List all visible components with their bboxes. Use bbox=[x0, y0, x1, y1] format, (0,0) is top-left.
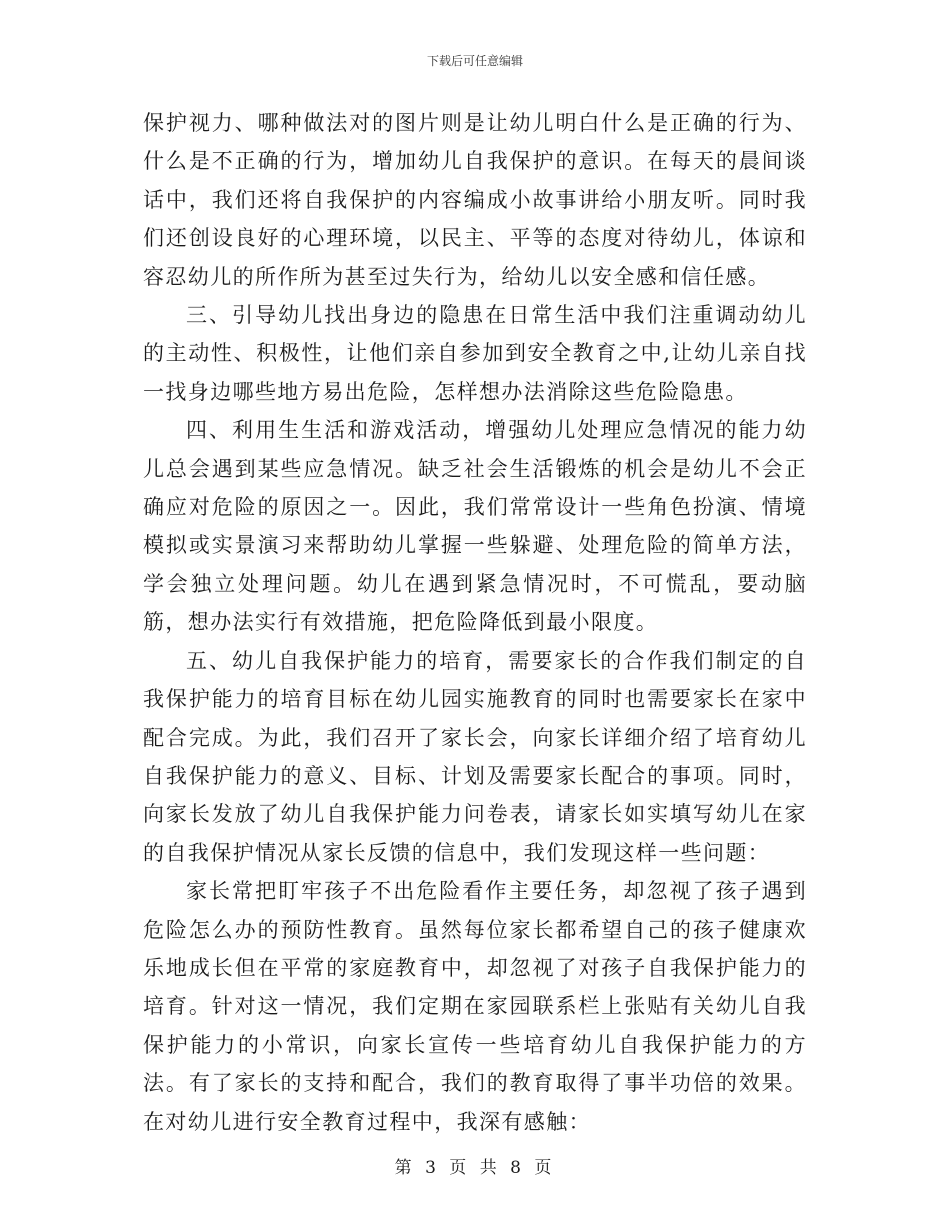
paragraph-2: 三、引导幼儿找出身边的隐患在日常生活中我们注重调动幼儿的主动性、积极性，让他们亲自参加到安全教育之中,让幼儿亲自找一找身边哪些地方易出危险，怎样想办法消除这些危险隐患。 bbox=[143, 303, 807, 404]
document-body bbox=[143, 104, 807, 1141]
paragraph-3: 四、利用生生活和游戏活动，增强幼儿处理应急情况的能力幼儿总会遇到某些应急情况。缺乏社会生活锻炼的机会是幼儿不会正确应对危险的原因之一。因此，我们常常设计一些角色扮演、情境模拟或实景演习来帮助幼儿掌握一些躲避、处理危险的简单方法，学会独立处理问题。幼儿在遇到紧急情况时，不可慌乱，要动脑筋，想办法实行有效措施，把危险降低到最小限度。 bbox=[143, 418, 807, 635]
page-footer: 第 3 页 共 8 页 bbox=[394, 1158, 556, 1178]
page-header: 下载后可任意编辑 bbox=[426, 54, 523, 68]
paragraph-1: 保护视力、哪种做法对的图片则是让幼儿明白什么是正确的行为、什么是不正确的行为，增加幼儿自我保护的意识。在每天的晨间谈话中，我们还将自我保护的内容编成小故事讲给小朋友听。同时我们还创设良好的心理环境，以民主、平等的态度对待幼儿，体谅和容忍幼儿的所作所为甚至过失行为，给幼儿以安全感和信任感。 bbox=[143, 111, 807, 289]
paragraph-4: 五、幼儿自我保护能力的培育，需要家长的合作我们制定的自我保护能力的培育目标在幼儿园实施教育的同时也需要家长在家中配合完成。为此，我们召开了家长会，向家长详细介绍了培育幼儿自我保护能力的意义、目标、计划及需要家长配合的事项。同时，向家长发放了幼儿自我保护能力问卷表，请家长如实填写幼儿在家的自我保护情况从家长反馈的信息中，我们发现这样一些问题： bbox=[143, 648, 807, 865]
paragraph-5: 家长常把盯牢孩子不出危险看作主要任务，却忽视了孩子遇到危险怎么办的预防性教育。虽然每位家长都希望自己的孩子健康欢乐地成长但在平常的家庭教育中，却忽视了对孩子自我保护能力的培育。针对这一情况，我们定期在家园联系栏上张贴有关幼儿自我保护能力的小常识，向家长宣传一些培育幼儿自我保护能力的方法。有了家长的支持和配合，我们的教育取得了事半功倍的效果。在对幼儿进行安全教育过程中，我深有感触： bbox=[143, 879, 807, 1134]
